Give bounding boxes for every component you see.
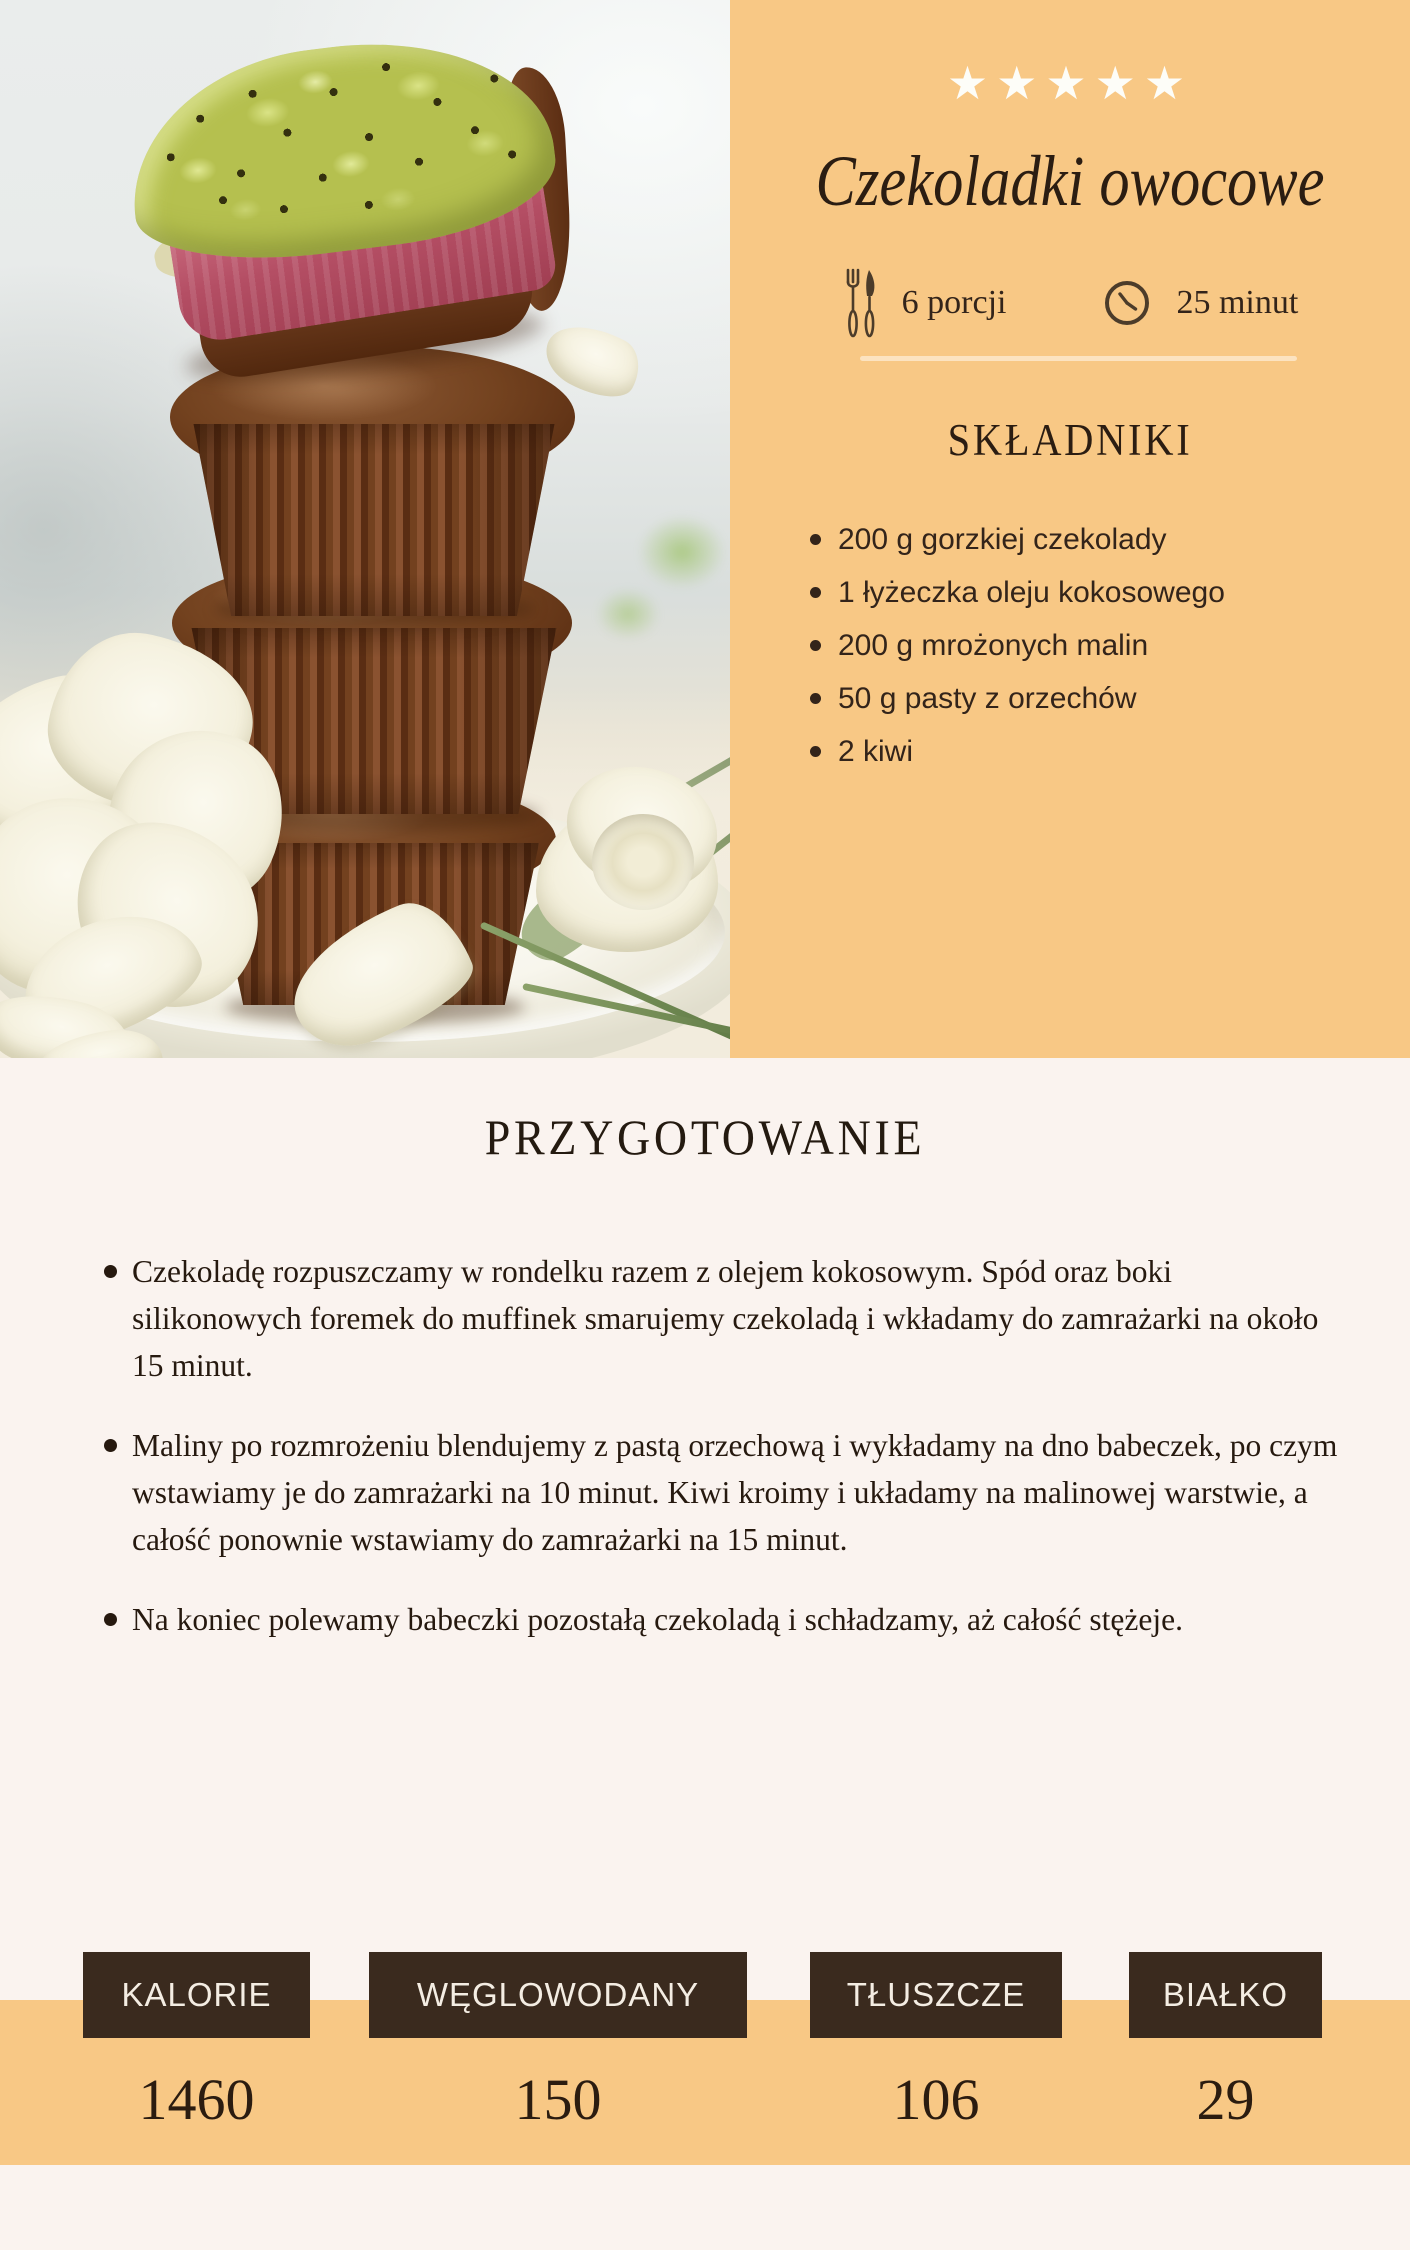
cutlery-icon bbox=[842, 266, 878, 340]
recipe-header-panel bbox=[730, 0, 1410, 1058]
ingredient-item: 200 g gorzkiej czekolady bbox=[810, 524, 1225, 555]
nutrition-value-tluszcze: 106 bbox=[892, 2067, 980, 2132]
nutrition-label: WĘGLOWODANY bbox=[416, 1976, 700, 2013]
servings bbox=[842, 266, 1007, 340]
preparation-heading: PRZYGOTOWANIE bbox=[484, 1109, 926, 1165]
steps-list bbox=[104, 1248, 1344, 1676]
photo-blurred-leaf bbox=[638, 515, 726, 589]
clock-icon bbox=[1102, 278, 1152, 328]
servings-label: 6 porcji bbox=[901, 284, 1007, 321]
prep-time bbox=[1102, 278, 1298, 328]
nutrition-box-weglowodany bbox=[369, 1952, 747, 2038]
ingredients-heading: SKŁADNIKI bbox=[947, 415, 1193, 465]
nutrition-label: BIAŁKO bbox=[1162, 1976, 1289, 2013]
step-item: Maliny po rozmrożeniu blendujemy z pastą orzechową i wykładamy na dno babeczek, po czym wstawiamy je do zamrażarki na 10 minut. Kiwi kroimy i układamy na malinowej warstwie, a całość ponownie wstawiamy do zamrażarki na 15 minut. bbox=[104, 1422, 1344, 1563]
nutrition-label: KALORIE bbox=[121, 1976, 272, 2013]
ingredient-item: 200 g mrożonych malin bbox=[810, 630, 1225, 661]
meta-divider bbox=[860, 356, 1297, 361]
ingredients-list bbox=[810, 524, 1225, 789]
rating-stars: ★★★★★ bbox=[946, 56, 1194, 110]
photo-chocolate-cup bbox=[186, 424, 562, 616]
photo-carnation-left bbox=[0, 636, 288, 1046]
photo-flower-center bbox=[592, 814, 694, 910]
photo-flower-right bbox=[536, 768, 730, 1004]
ingredient-item: 2 kiwi bbox=[810, 736, 1225, 767]
recipe-title: Czekoladki owocowe bbox=[815, 141, 1325, 221]
ingredient-item: 1 łyżeczka oleju kokosowego bbox=[810, 577, 1225, 608]
nutrition-value-kalorie: 1460 bbox=[138, 2067, 255, 2132]
recipe-meta bbox=[730, 266, 1410, 340]
nutrition-box-bialko bbox=[1129, 1952, 1322, 2038]
nutrition-value-weglowodany: 150 bbox=[514, 2067, 602, 2132]
time-label: 25 minut bbox=[1176, 284, 1299, 321]
ingredient-item: 50 g pasty z orzechów bbox=[810, 683, 1225, 714]
nutrition-box-kalorie bbox=[83, 1952, 310, 2038]
step-item: Czekoladę rozpuszczamy w rondelku razem z olejem kokosowym. Spód oraz boki silikonowych foremek do muffinek smarujemy czekoladą i wkładamy do zamrażarki na około 15 minut. bbox=[104, 1248, 1344, 1389]
step-item: Na koniec polewamy babeczki pozostałą czekoladą i schładzamy, aż całość stężeje. bbox=[104, 1596, 1344, 1643]
nutrition-label: TŁUSZCZE bbox=[846, 1976, 1026, 2013]
photo-blurred-leaf bbox=[596, 588, 660, 640]
nutrition-box-tluszcze bbox=[810, 1952, 1062, 2038]
recipe-photo bbox=[0, 0, 730, 1058]
nutrition-value-bialko: 29 bbox=[1196, 2067, 1255, 2132]
photo-cut-chocolate-cup bbox=[110, 22, 591, 396]
